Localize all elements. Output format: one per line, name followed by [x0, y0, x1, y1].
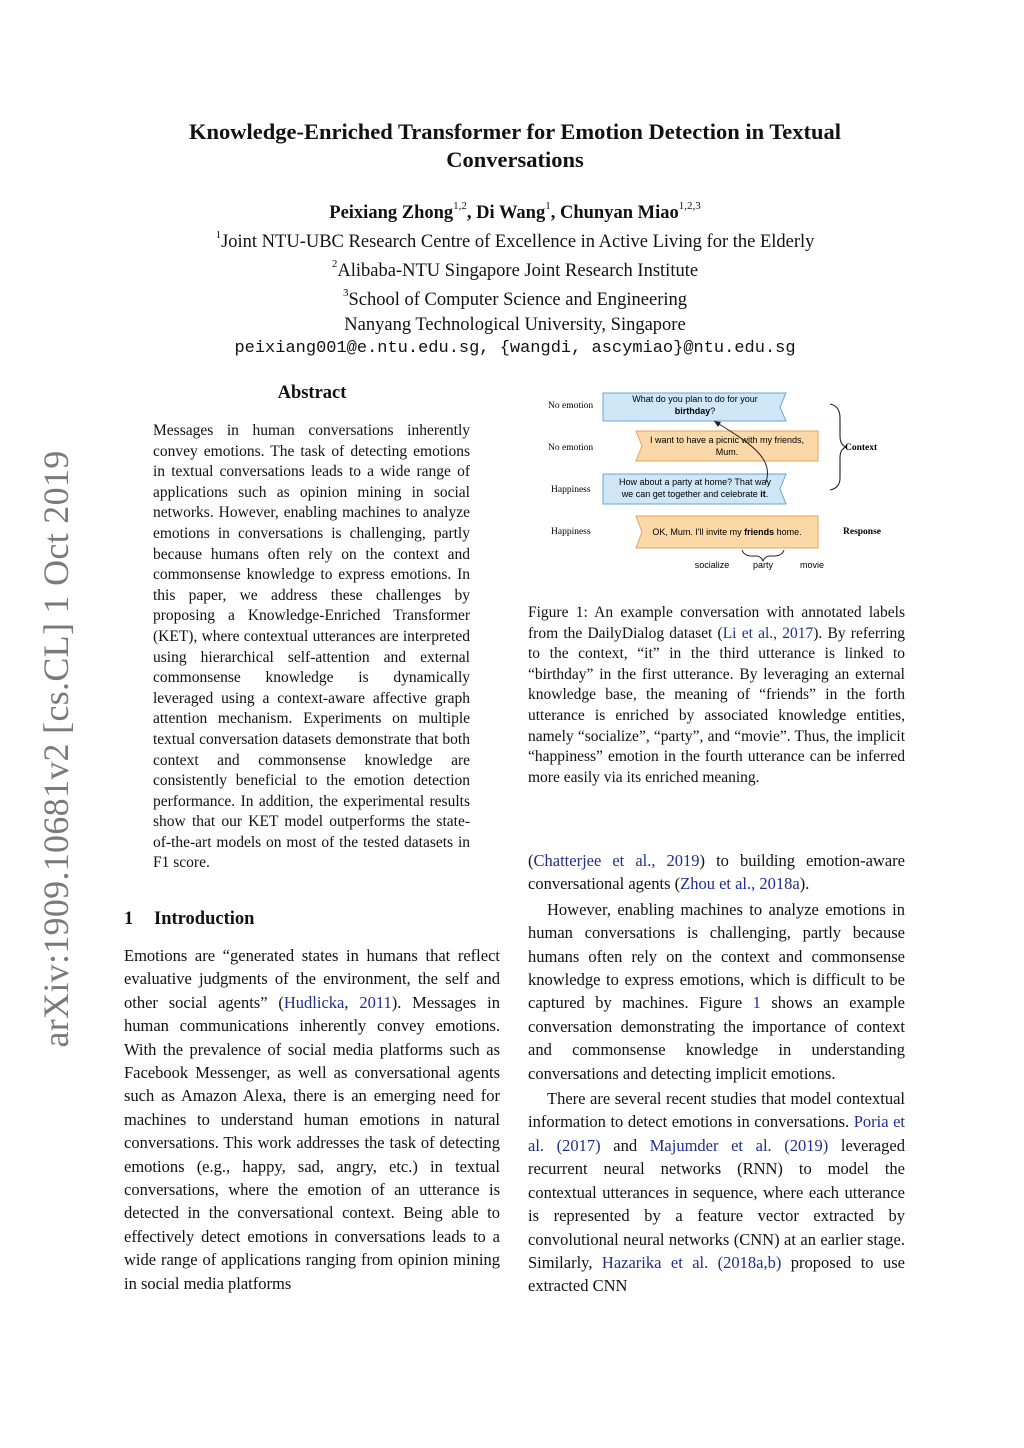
- paper-title: [130, 118, 900, 174]
- intro-text-a: Emotions are “generated states in humans that reflect evaluative judgments of the environment, the self and other social agents” (: [124, 946, 500, 1012]
- right-p1-open: (: [528, 851, 534, 870]
- affil-3-sup: 3: [342, 287, 349, 300]
- utterance-3-line-2: [621, 489, 769, 499]
- abstract-heading: Abstract: [277, 383, 347, 403]
- right-p1-text-b: ).: [799, 874, 810, 894]
- author-block: [130, 196, 900, 361]
- figure-caption: [528, 603, 905, 788]
- affiliation-2: [130, 254, 900, 283]
- concept-socialize: socialize: [694, 560, 730, 570]
- figure-reference[interactable]: 1: [752, 993, 761, 1013]
- utterance-2-line-1: I want to have a picnic with my friends,: [649, 435, 805, 445]
- affil-2-sup: 2: [331, 258, 338, 271]
- citation-zhou[interactable]: Zhou et al., 2018a: [680, 874, 800, 894]
- figure-label-4: Happiness: [551, 527, 591, 537]
- utterance-4-keyword: friends: [744, 527, 775, 537]
- caption-text-a: Figure 1: An example conversation with annotated labels from the DailyDialog dataset (: [528, 604, 905, 642]
- utterance-3-text: we can get together and celebrate: [621, 489, 761, 499]
- citation-li[interactable]: Li et al., 2017: [722, 624, 814, 642]
- right-paragraph-2: [528, 898, 905, 1085]
- utterance-3-keyword: it: [760, 489, 766, 499]
- right-paragraph-3: [528, 1087, 905, 1298]
- right-paragraph-1: [528, 849, 905, 896]
- right-p3-text-b: and: [600, 1135, 650, 1155]
- affil-1-sup: 1: [215, 229, 222, 242]
- utterance-1-line-1: What do you plan to do for your: [632, 394, 758, 404]
- affil-1-text: Joint NTU-UBC Research Centre of Excellence in Active Living for the Elderly: [221, 232, 815, 253]
- affiliation-3: [130, 283, 900, 312]
- utterance-3-end: .: [765, 489, 769, 499]
- concept-movie: movie: [799, 560, 825, 570]
- citation-hudlicka[interactable]: Hudlicka: [283, 992, 345, 1012]
- author-emails: peixiang001@e.ntu.edu.sg, {wangdi, ascymiao}@ntu.edu.sg: [234, 338, 796, 358]
- title-line-1: Knowledge-Enriched Transformer for Emotion Detection in Textual: [188, 119, 842, 144]
- concept-party: party: [752, 560, 774, 570]
- right-p1-text-a: ) to building emotion-aware conversational agents (: [528, 851, 905, 894]
- coreference-arrowhead: [714, 421, 721, 427]
- intro-text-b: ,: [344, 992, 360, 1012]
- citation-chatterjee[interactable]: Chatterjee et al., 2019: [533, 851, 700, 870]
- utterance-1-keyword: birthday: [674, 406, 711, 416]
- section-heading: [124, 909, 254, 930]
- section-number: 1: [124, 909, 134, 929]
- author-1-sup: 1,2: [453, 200, 467, 212]
- author-3-sup: 1,2,3: [678, 200, 701, 212]
- utterance-4-text: [652, 527, 801, 537]
- intro-text-c: ). Messages in human communications inherently convey emotions. With the prevalence of social media platforms such as Facebook Messenger, as well as conversational agents such as Amazon Alexa, there is an emerging need for machines to understand human emotions in natural conversations. This work addresses the task of detecting emotions (e.g., happy, sad, angry, etc.) in textual conversations, where the emotion of an utterance is detected in the conversational context. Being able to effectively detect emotions in conversations leads to a wide range of applications ranging from opinion mining in social media platforms: [124, 992, 501, 1293]
- affiliation-1: [130, 225, 900, 254]
- context-brace: [830, 404, 846, 490]
- affiliation-4: Nanyang Technological University, Singapore: [344, 314, 686, 335]
- utterance-3-line-1: How about a party at home? That way: [619, 477, 771, 487]
- author-2: Di Wang: [476, 203, 546, 224]
- figure-label-2: No emotion: [548, 443, 594, 453]
- author-names: Peixiang Zhong$^{1,2}$, Di Wang$^1$, Chunyan Miao$^{1,2,3}$: [329, 200, 701, 224]
- section-title: Introduction: [154, 909, 255, 929]
- right-p3-text-d: proposed to use extracted CNN: [528, 1252, 905, 1296]
- utterance-4-text-a: OK, Mum. I'll invite my: [652, 527, 745, 537]
- utterance-2-line-2: Mum.: [715, 447, 739, 457]
- citation-majumder[interactable]: Majumder et al. (2019): [649, 1135, 829, 1155]
- right-p2-text-b: shows an example conversation demonstrating the importance of context and commonsense knowledge in understanding conversations and detecting implicit emotions.: [528, 993, 905, 1083]
- citation-hazarika[interactable]: Hazarika et al. (2018a,b): [601, 1252, 782, 1272]
- right-p3-text-c: leveraged recurrent neural networks (RNN) to model the contextual utterances in sequence, where each utterance is represented by a feature vector extracted by convolutional neural networks (CNN) at an earlier stage. Similarly,: [528, 1135, 906, 1272]
- utterance-1-line-2: [675, 406, 716, 416]
- intro-column: [124, 944, 500, 1295]
- caption-text-b: ). By referring to the context, “it” in the third utterance is linked to “birthday” in the first utterance. By leveraging an external knowledge base, the meaning of “friends” in the forth utterance is enriched by associated knowledge entities, namely “socialize”, “party”, and “movie”. Thus, the implicit “happiness” emotion in the fourth utterance can be inferred more easily via its enriched meaning.: [528, 624, 906, 786]
- author-1: Peixiang Zhong: [329, 203, 454, 224]
- right-p2-text-a: However, enabling machines to analyze emotions in human conversations is challenging, partly because humans often rely on the context and commonsense knowledge to express emotions, which is difficult to be captured by machines. Figure: [528, 899, 905, 1013]
- utterance-4-text-b: home.: [774, 527, 802, 537]
- author-3: Chunyan Miao: [559, 203, 679, 224]
- context-label: Context: [845, 443, 878, 453]
- intro-paragraph: [124, 944, 500, 1295]
- author-2-sup: 1: [545, 200, 551, 212]
- response-label: Response: [843, 527, 882, 537]
- citation-poria[interactable]: Poria et al. (2017): [528, 1112, 905, 1155]
- arxiv-stamp: arXiv:1909.10681v2 [cs.CL] 1 Oct 2019: [36, 450, 76, 1048]
- right-p3-text-a: There are several recent studies that model contextual information to detect emotions in conversations.: [528, 1089, 905, 1132]
- utterance-1-end: ?: [710, 406, 716, 416]
- figure-label-1: No emotion: [548, 401, 594, 411]
- figure-1: [528, 388, 908, 578]
- abstract-body: Messages in human conversations inherently convey emotions. The task of detecting emotions in textual conversations leads to a wide range of applications such as opinion mining in social networks. However, enabling machines to analyze emotions in conversations is challenging, partly because humans often rely on the context and commonsense knowledge to express emotions. In this paper, we address these challenges by proposing a Knowledge-Enriched Transformer (KET), where contextual utterances are interpreted using hierarchical self-attention and external commonsense knowledge is dynamically leveraged using a context-aware affective graph attention mechanism. Experiments on multiple textual conversation datasets demonstrate that both context and commonsense knowledge are consistently beneficial to the emotion detection performance. In addition, the experimental results show that our KET model outperforms the state-of-the-art models on most of the tested datasets in F1 score.: [153, 422, 470, 872]
- citation-hudlicka-year[interactable]: 2011: [359, 992, 392, 1012]
- affil-3-text: School of Computer Science and Engineering: [348, 290, 688, 311]
- affil-2-text: Alibaba-NTU Singapore Joint Research Institute: [337, 261, 699, 282]
- title-line-2: Conversations: [446, 147, 584, 172]
- right-column: [528, 849, 905, 1298]
- figure-label-3: Happiness: [551, 485, 591, 495]
